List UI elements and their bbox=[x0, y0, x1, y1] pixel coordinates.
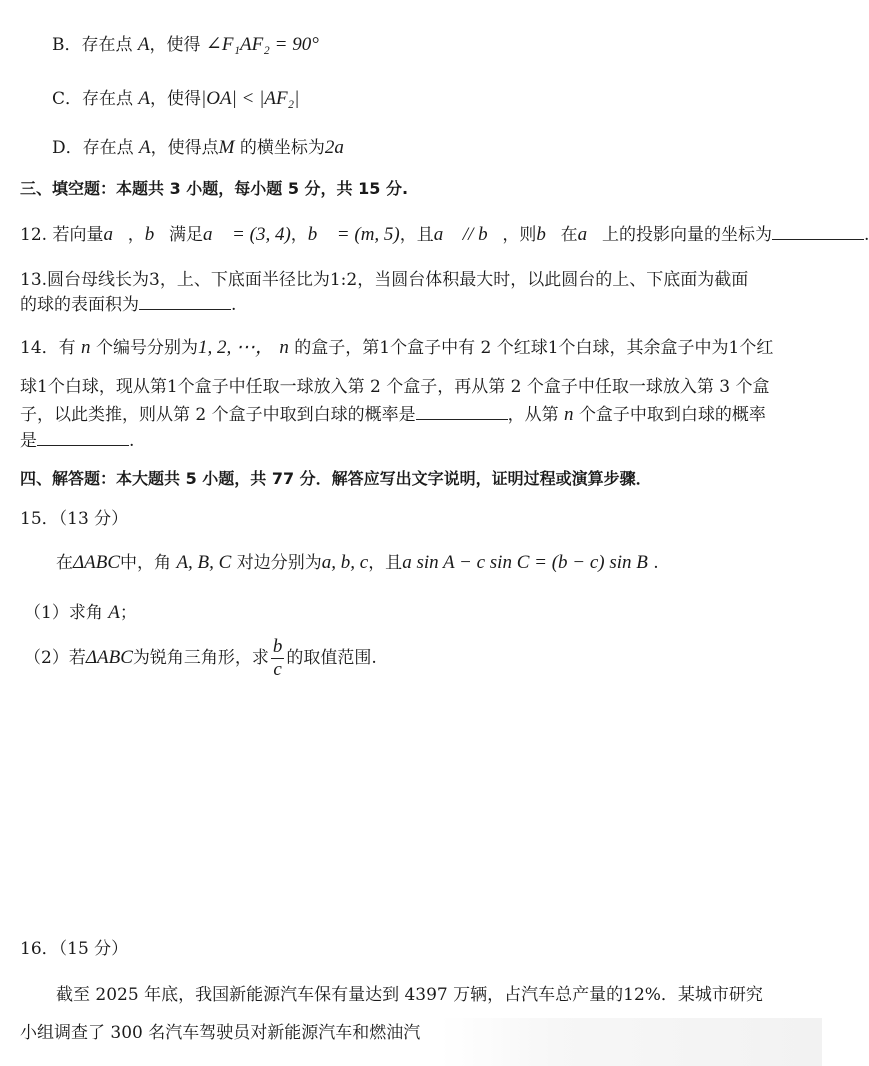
answer-blank bbox=[37, 431, 129, 446]
option-c: C．存在点 A，使得|OA| < |AF₂| bbox=[52, 88, 300, 109]
section-3-title: 三、填空题：本题共 3 小题，每小题 5 分，共 15 分. bbox=[20, 179, 409, 198]
question-15-equation: a sin A − c sin C = (b − c) sin B bbox=[402, 552, 648, 573]
fraction-b-over-c: $\frac{b}{c}$ bbox=[272, 636, 283, 680]
section-4-title: 四、解答题：本大题共 5 小题，共 77 分．解答应写出文字说明，证明过程或演算步骤． bbox=[20, 469, 652, 488]
answer-blank bbox=[416, 405, 508, 420]
question-14-line-4: 是 . bbox=[20, 431, 135, 451]
question-13-line-2: 的球的表面积为 . bbox=[20, 295, 237, 315]
question-15-part-2: （2）若ΔABC为锐角三角形，求 $\frac{b}{c}$ 的取值范围. bbox=[24, 636, 377, 680]
option-d-formula: 2a bbox=[324, 137, 344, 158]
question-14-line-1: 14．有 n 个编号分别为1, 2, ⋯， n 的盒子，第1个盒子中有 2 个红球1个白球，其余盒子中为1个红 bbox=[20, 337, 774, 358]
page-fade-overlay bbox=[440, 1018, 822, 1066]
answer-blank bbox=[139, 295, 231, 310]
question-12: 12. 若向量a⃗，b⃗满足a⃗ = (3, 4)，b⃗ = (m, 5)，且a⃗ // b⃗，则b⃗在a⃗上的投影向量的坐标为 . bbox=[20, 224, 869, 245]
question-16-line-2: 小组调查了 300 名汽车驾驶员对新能源汽车和燃油汽 bbox=[20, 1023, 421, 1043]
answer-blank bbox=[772, 225, 864, 240]
question-15-stem: 在ΔABC中，角 A, B, C 对边分别为a, b, c，且a sin A − c sin C = (b − c) sin B . bbox=[56, 552, 659, 573]
question-14-line-3: 子，以此类推，则从第 2 个盒子中取到白球的概率是 ，从第 n 个盒子中取到白球的概率 bbox=[20, 404, 766, 425]
question-15-part-1: （1）求角 A； bbox=[24, 602, 137, 623]
option-b-formula: ∠F₁AF₂ = 90° bbox=[205, 34, 319, 55]
option-d: D．存在点 A，使得点M 的横坐标为2a bbox=[52, 137, 344, 158]
question-14-line-2: 球1个白球，现从第1个盒子中任取一球放入第 2 个盒子，再从第 2 个盒子中任取一球放入第 3 个盒 bbox=[20, 377, 770, 397]
question-16-line-1: 截至 2025 年底，我国新能源汽车保有量达到 4397 万辆，占汽车总产量的12%．某城市研究 bbox=[56, 985, 763, 1005]
question-15-header: 15．（13 分） bbox=[20, 509, 129, 529]
question-16-header: 16．（15 分） bbox=[20, 939, 129, 959]
option-c-formula: |OA| < |AF₂| bbox=[201, 88, 300, 109]
option-b: B．存在点 A，使得 ∠F₁AF₂ = 90° bbox=[52, 34, 319, 55]
question-13-line-1: 13.圆台母线长为3，上、下底面半径比为1:2，当圆台体积最大时，以此圆台的上、下底面为截面 bbox=[20, 270, 749, 290]
